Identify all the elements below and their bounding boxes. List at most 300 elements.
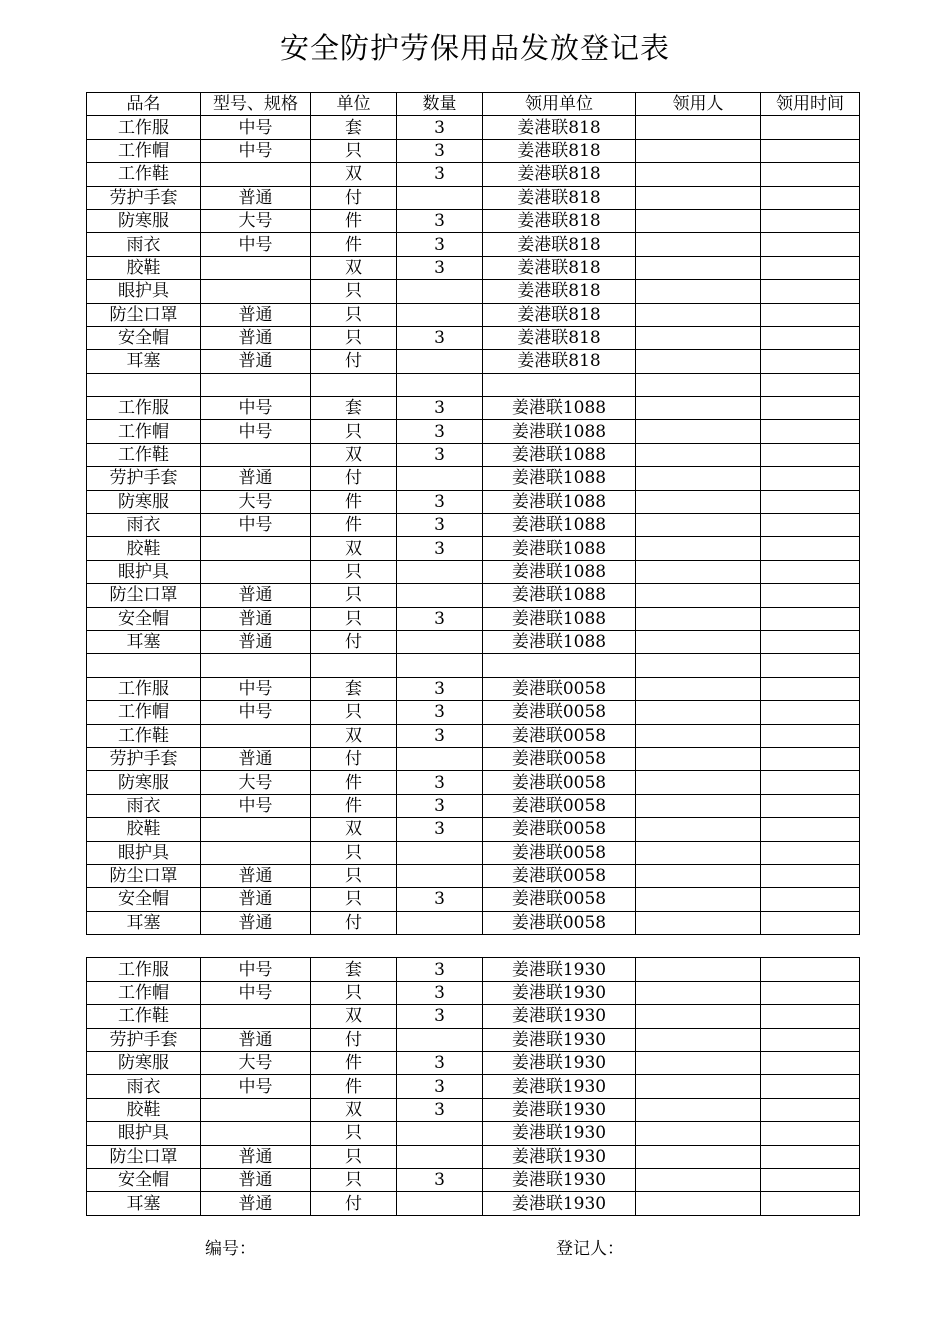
cell-receive-time xyxy=(761,233,860,256)
cell-recipient xyxy=(636,630,761,653)
cell-recipient xyxy=(636,958,761,981)
table-row xyxy=(87,537,860,560)
cell-recipient xyxy=(636,1192,761,1215)
table-row xyxy=(87,677,860,700)
table-row xyxy=(87,1192,860,1215)
cell-receive-time xyxy=(761,1192,860,1215)
cell-unit: 只 xyxy=(311,701,397,724)
cell-unit: 付 xyxy=(311,186,397,209)
cell-unit: 只 xyxy=(311,326,397,349)
cell-recipient xyxy=(636,116,761,139)
cell-unit: 只 xyxy=(311,584,397,607)
cell-receive-time xyxy=(761,1075,860,1098)
cell-model-spec: 中号 xyxy=(201,420,311,443)
cell-quantity xyxy=(397,864,483,887)
cell-unit: 只 xyxy=(311,1168,397,1191)
cell-item-name: 胶鞋 xyxy=(87,537,201,560)
cell-receive-time xyxy=(761,560,860,583)
cell-unit: 只 xyxy=(311,607,397,630)
cell-unit: 双 xyxy=(311,163,397,186)
cell-receive-time xyxy=(761,771,860,794)
cell-model-spec: 普通 xyxy=(201,1028,311,1051)
cell-receive-time xyxy=(761,841,860,864)
table-row xyxy=(87,701,860,724)
cell-receiving-unit: 姜港联1088 xyxy=(483,560,636,583)
table-row xyxy=(87,1052,860,1075)
cell-recipient xyxy=(636,163,761,186)
cell-unit: 付 xyxy=(311,467,397,490)
number-label: 编号： xyxy=(205,1239,256,1259)
cell-item-name: 工作服 xyxy=(87,116,201,139)
cell-recipient xyxy=(636,1168,761,1191)
cell-model-spec xyxy=(201,1122,311,1145)
cell-item-name: 防寒服 xyxy=(87,209,201,232)
cell-quantity: 3 xyxy=(397,116,483,139)
cell-receiving-unit: 姜港联818 xyxy=(483,280,636,303)
cell-quantity xyxy=(397,350,483,373)
cell-recipient xyxy=(636,1145,761,1168)
table-row xyxy=(87,958,860,981)
cell-model-spec xyxy=(201,537,311,560)
cell-quantity xyxy=(397,841,483,864)
cell-receiving-unit: 姜港联818 xyxy=(483,163,636,186)
cell-receiving-unit: 姜港联818 xyxy=(483,186,636,209)
table-row xyxy=(87,397,860,420)
cell-model-spec xyxy=(201,935,311,958)
cell-item-name: 防寒服 xyxy=(87,490,201,513)
table-row xyxy=(87,163,860,186)
cell-unit: 件 xyxy=(311,794,397,817)
cell-receive-time xyxy=(761,630,860,653)
cell-model-spec: 普通 xyxy=(201,864,311,887)
cell-receiving-unit xyxy=(483,373,636,396)
cell-unit: 套 xyxy=(311,677,397,700)
cell-recipient xyxy=(636,677,761,700)
cell-receiving-unit: 姜港联1088 xyxy=(483,630,636,653)
cell-recipient xyxy=(636,1122,761,1145)
cell-receive-time xyxy=(761,701,860,724)
table-row xyxy=(87,116,860,139)
cell-recipient xyxy=(636,280,761,303)
cell-receiving-unit: 姜港联0058 xyxy=(483,677,636,700)
cell-model-spec xyxy=(201,373,311,396)
table-row xyxy=(87,467,860,490)
cell-item-name: 防尘口罩 xyxy=(87,584,201,607)
cell-unit xyxy=(311,935,397,958)
table-row xyxy=(87,1122,860,1145)
cell-recipient xyxy=(636,818,761,841)
cell-quantity xyxy=(397,560,483,583)
cell-unit: 套 xyxy=(311,397,397,420)
cell-recipient xyxy=(636,303,761,326)
cell-quantity xyxy=(397,935,483,958)
cell-receiving-unit: 姜港联818 xyxy=(483,326,636,349)
cell-item-name: 安全帽 xyxy=(87,888,201,911)
cell-recipient xyxy=(636,981,761,1004)
column-header-item-name: 品名 xyxy=(87,93,201,116)
cell-receive-time xyxy=(761,163,860,186)
cell-item-name: 雨衣 xyxy=(87,233,201,256)
cell-quantity xyxy=(397,747,483,770)
cell-model-spec: 大号 xyxy=(201,771,311,794)
cell-receiving-unit xyxy=(483,654,636,677)
cell-unit: 双 xyxy=(311,256,397,279)
cell-receive-time xyxy=(761,911,860,934)
cell-receive-time xyxy=(761,864,860,887)
table-row xyxy=(87,630,860,653)
column-header-quantity: 数量 xyxy=(397,93,483,116)
spacer-row xyxy=(87,373,860,396)
cell-receiving-unit: 姜港联0058 xyxy=(483,864,636,887)
cell-quantity: 3 xyxy=(397,139,483,162)
cell-quantity xyxy=(397,1028,483,1051)
cell-quantity xyxy=(397,654,483,677)
cell-unit: 套 xyxy=(311,958,397,981)
cell-receive-time xyxy=(761,1052,860,1075)
cell-receiving-unit: 姜港联0058 xyxy=(483,888,636,911)
cell-receiving-unit: 姜港联1930 xyxy=(483,1122,636,1145)
cell-item-name: 防寒服 xyxy=(87,771,201,794)
table-row xyxy=(87,209,860,232)
cell-receive-time xyxy=(761,607,860,630)
cell-unit: 双 xyxy=(311,818,397,841)
cell-receiving-unit: 姜港联818 xyxy=(483,209,636,232)
cell-item-name: 工作服 xyxy=(87,677,201,700)
cell-receiving-unit: 姜港联1088 xyxy=(483,584,636,607)
cell-item-name: 耳塞 xyxy=(87,1192,201,1215)
cell-unit: 付 xyxy=(311,747,397,770)
cell-quantity: 3 xyxy=(397,888,483,911)
cell-recipient xyxy=(636,186,761,209)
table-header-row xyxy=(87,93,860,116)
cell-item-name: 工作鞋 xyxy=(87,443,201,466)
cell-model-spec xyxy=(201,560,311,583)
table-row xyxy=(87,818,860,841)
cell-recipient xyxy=(636,864,761,887)
cell-model-spec xyxy=(201,163,311,186)
cell-recipient xyxy=(636,1028,761,1051)
cell-quantity xyxy=(397,584,483,607)
cell-quantity: 3 xyxy=(397,818,483,841)
cell-unit: 套 xyxy=(311,116,397,139)
column-header-recipient: 领用人 xyxy=(636,93,761,116)
cell-model-spec: 普通 xyxy=(201,607,311,630)
cell-unit: 付 xyxy=(311,911,397,934)
cell-receiving-unit: 姜港联818 xyxy=(483,233,636,256)
cell-item-name: 安全帽 xyxy=(87,607,201,630)
cell-receiving-unit: 姜港联0058 xyxy=(483,747,636,770)
cell-quantity xyxy=(397,1192,483,1215)
cell-recipient xyxy=(636,654,761,677)
cell-recipient xyxy=(636,841,761,864)
cell-recipient xyxy=(636,1075,761,1098)
cell-model-spec: 中号 xyxy=(201,116,311,139)
cell-quantity: 3 xyxy=(397,490,483,513)
cell-item-name: 胶鞋 xyxy=(87,818,201,841)
cell-quantity: 3 xyxy=(397,537,483,560)
cell-recipient xyxy=(636,794,761,817)
column-header-receive-time: 领用时间 xyxy=(761,93,860,116)
cell-quantity: 3 xyxy=(397,1075,483,1098)
cell-unit: 只 xyxy=(311,981,397,1004)
cell-unit: 双 xyxy=(311,1005,397,1028)
cell-recipient xyxy=(636,771,761,794)
cell-receiving-unit: 姜港联0058 xyxy=(483,794,636,817)
cell-unit: 只 xyxy=(311,864,397,887)
cell-recipient xyxy=(636,397,761,420)
cell-item-name: 工作鞋 xyxy=(87,724,201,747)
cell-item-name: 工作帽 xyxy=(87,139,201,162)
cell-unit: 件 xyxy=(311,514,397,537)
cell-item-name: 安全帽 xyxy=(87,1168,201,1191)
cell-unit: 付 xyxy=(311,1028,397,1051)
cell-item-name: 雨衣 xyxy=(87,794,201,817)
cell-recipient xyxy=(636,256,761,279)
table-row xyxy=(87,747,860,770)
cell-quantity: 3 xyxy=(397,256,483,279)
cell-model-spec: 中号 xyxy=(201,139,311,162)
cell-model-spec: 普通 xyxy=(201,1168,311,1191)
table-row xyxy=(87,724,860,747)
cell-receive-time xyxy=(761,981,860,1004)
cell-model-spec: 大号 xyxy=(201,209,311,232)
column-header-model-spec: 型号、规格 xyxy=(201,93,311,116)
cell-model-spec xyxy=(201,841,311,864)
cell-recipient xyxy=(636,607,761,630)
cell-model-spec: 普通 xyxy=(201,467,311,490)
cell-item-name: 防尘口罩 xyxy=(87,864,201,887)
cell-receive-time xyxy=(761,443,860,466)
cell-quantity: 3 xyxy=(397,724,483,747)
cell-unit: 双 xyxy=(311,443,397,466)
table-row xyxy=(87,888,860,911)
cell-model-spec: 大号 xyxy=(201,490,311,513)
cell-model-spec: 大号 xyxy=(201,1052,311,1075)
cell-model-spec xyxy=(201,724,311,747)
cell-receiving-unit: 姜港联1088 xyxy=(483,420,636,443)
cell-receiving-unit: 姜港联0058 xyxy=(483,701,636,724)
cell-receive-time xyxy=(761,303,860,326)
cell-receive-time xyxy=(761,1145,860,1168)
cell-unit: 只 xyxy=(311,1122,397,1145)
cell-model-spec: 普通 xyxy=(201,747,311,770)
cell-quantity: 3 xyxy=(397,1098,483,1121)
cell-quantity: 3 xyxy=(397,981,483,1004)
cell-model-spec: 普通 xyxy=(201,1145,311,1168)
cell-model-spec: 中号 xyxy=(201,958,311,981)
cell-receiving-unit: 姜港联818 xyxy=(483,303,636,326)
cell-quantity: 3 xyxy=(397,1168,483,1191)
cell-model-spec xyxy=(201,818,311,841)
cell-quantity: 3 xyxy=(397,794,483,817)
cell-receiving-unit: 姜港联1088 xyxy=(483,490,636,513)
cell-receive-time xyxy=(761,209,860,232)
cell-item-name: 工作帽 xyxy=(87,420,201,443)
cell-quantity: 3 xyxy=(397,677,483,700)
cell-item-name xyxy=(87,935,201,958)
cell-model-spec: 中号 xyxy=(201,233,311,256)
cell-unit xyxy=(311,373,397,396)
column-header-unit: 单位 xyxy=(311,93,397,116)
cell-item-name: 工作服 xyxy=(87,958,201,981)
cell-quantity xyxy=(397,630,483,653)
cell-receive-time xyxy=(761,1122,860,1145)
cell-quantity: 3 xyxy=(397,958,483,981)
cell-receive-time xyxy=(761,186,860,209)
cell-receiving-unit: 姜港联1088 xyxy=(483,467,636,490)
table-row xyxy=(87,1028,860,1051)
cell-receive-time xyxy=(761,958,860,981)
cell-unit: 双 xyxy=(311,1098,397,1121)
cell-quantity: 3 xyxy=(397,701,483,724)
cell-receiving-unit: 姜港联1088 xyxy=(483,397,636,420)
cell-recipient xyxy=(636,1052,761,1075)
cell-receiving-unit: 姜港联818 xyxy=(483,256,636,279)
cell-item-name: 胶鞋 xyxy=(87,1098,201,1121)
cell-unit: 双 xyxy=(311,537,397,560)
cell-model-spec: 普通 xyxy=(201,584,311,607)
cell-unit: 件 xyxy=(311,771,397,794)
cell-recipient xyxy=(636,350,761,373)
cell-model-spec: 普通 xyxy=(201,326,311,349)
cell-model-spec: 普通 xyxy=(201,303,311,326)
cell-quantity: 3 xyxy=(397,163,483,186)
cell-receive-time xyxy=(761,1168,860,1191)
cell-item-name: 劳护手套 xyxy=(87,1028,201,1051)
spacer-row xyxy=(87,654,860,677)
cell-model-spec: 中号 xyxy=(201,701,311,724)
table-row xyxy=(87,841,860,864)
table-row xyxy=(87,1168,860,1191)
cell-quantity xyxy=(397,467,483,490)
cell-quantity: 3 xyxy=(397,420,483,443)
cell-receive-time xyxy=(761,139,860,162)
cell-item-name: 工作服 xyxy=(87,397,201,420)
cell-unit: 只 xyxy=(311,888,397,911)
cell-item-name: 眼护具 xyxy=(87,560,201,583)
cell-recipient xyxy=(636,443,761,466)
cell-item-name: 耳塞 xyxy=(87,911,201,934)
cell-receiving-unit: 姜港联0058 xyxy=(483,911,636,934)
cell-receiving-unit: 姜港联1088 xyxy=(483,443,636,466)
cell-item-name: 雨衣 xyxy=(87,514,201,537)
cell-unit xyxy=(311,654,397,677)
cell-receive-time xyxy=(761,888,860,911)
table-row xyxy=(87,443,860,466)
cell-receive-time xyxy=(761,654,860,677)
table-row xyxy=(87,981,860,1004)
cell-recipient xyxy=(636,701,761,724)
cell-item-name: 耳塞 xyxy=(87,630,201,653)
cell-receiving-unit: 姜港联0058 xyxy=(483,724,636,747)
cell-quantity xyxy=(397,373,483,396)
cell-item-name: 耳塞 xyxy=(87,350,201,373)
cell-unit: 件 xyxy=(311,209,397,232)
cell-model-spec: 普通 xyxy=(201,1192,311,1215)
cell-item-name: 工作帽 xyxy=(87,981,201,1004)
cell-recipient xyxy=(636,467,761,490)
cell-recipient xyxy=(636,584,761,607)
table-row xyxy=(87,256,860,279)
cell-receiving-unit: 姜港联0058 xyxy=(483,771,636,794)
cell-unit: 只 xyxy=(311,560,397,583)
cell-unit: 件 xyxy=(311,233,397,256)
cell-quantity: 3 xyxy=(397,397,483,420)
cell-item-name xyxy=(87,373,201,396)
cell-receiving-unit: 姜港联1930 xyxy=(483,1192,636,1215)
table-row xyxy=(87,1145,860,1168)
cell-unit: 只 xyxy=(311,420,397,443)
cell-item-name: 防寒服 xyxy=(87,1052,201,1075)
page-title: 安全防护劳保用品发放登记表 xyxy=(279,31,670,65)
cell-recipient xyxy=(636,514,761,537)
cell-quantity xyxy=(397,911,483,934)
cell-recipient xyxy=(636,724,761,747)
table-row xyxy=(87,350,860,373)
cell-receive-time xyxy=(761,935,860,958)
table-row xyxy=(87,1075,860,1098)
cell-model-spec: 中号 xyxy=(201,677,311,700)
cell-model-spec: 普通 xyxy=(201,888,311,911)
cell-item-name: 雨衣 xyxy=(87,1075,201,1098)
cell-item-name: 劳护手套 xyxy=(87,186,201,209)
cell-model-spec: 中号 xyxy=(201,981,311,1004)
cell-model-spec: 普通 xyxy=(201,350,311,373)
cell-quantity: 3 xyxy=(397,233,483,256)
cell-receiving-unit: 姜港联0058 xyxy=(483,818,636,841)
cell-receiving-unit: 姜港联0058 xyxy=(483,841,636,864)
table-row xyxy=(87,771,860,794)
cell-receiving-unit: 姜港联1930 xyxy=(483,1052,636,1075)
cell-item-name: 工作鞋 xyxy=(87,163,201,186)
cell-receiving-unit: 姜港联1930 xyxy=(483,981,636,1004)
cell-item-name: 劳护手套 xyxy=(87,747,201,770)
cell-recipient xyxy=(636,560,761,583)
table-row xyxy=(87,280,860,303)
cell-unit: 件 xyxy=(311,1052,397,1075)
table-row xyxy=(87,233,860,256)
table-row xyxy=(87,584,860,607)
table-row xyxy=(87,303,860,326)
table-row xyxy=(87,560,860,583)
cell-receiving-unit: 姜港联1088 xyxy=(483,607,636,630)
cell-quantity xyxy=(397,1122,483,1145)
cell-item-name: 工作鞋 xyxy=(87,1005,201,1028)
cell-recipient xyxy=(636,747,761,770)
cell-receive-time xyxy=(761,256,860,279)
table-row xyxy=(87,514,860,537)
cell-receive-time xyxy=(761,280,860,303)
cell-item-name: 防尘口罩 xyxy=(87,1145,201,1168)
cell-receiving-unit: 姜港联818 xyxy=(483,116,636,139)
cell-receive-time xyxy=(761,1028,860,1051)
cell-unit: 双 xyxy=(311,724,397,747)
cell-unit: 件 xyxy=(311,490,397,513)
cell-model-spec xyxy=(201,280,311,303)
cell-model-spec: 中号 xyxy=(201,514,311,537)
cell-model-spec xyxy=(201,1005,311,1028)
cell-model-spec: 中号 xyxy=(201,794,311,817)
cell-receive-time xyxy=(761,420,860,443)
cell-recipient xyxy=(636,1098,761,1121)
cell-item-name: 眼护具 xyxy=(87,841,201,864)
table-row xyxy=(87,794,860,817)
cell-quantity: 3 xyxy=(397,443,483,466)
cell-model-spec: 普通 xyxy=(201,911,311,934)
cell-recipient xyxy=(636,209,761,232)
cell-quantity: 3 xyxy=(397,1005,483,1028)
cell-receiving-unit: 姜港联1930 xyxy=(483,958,636,981)
